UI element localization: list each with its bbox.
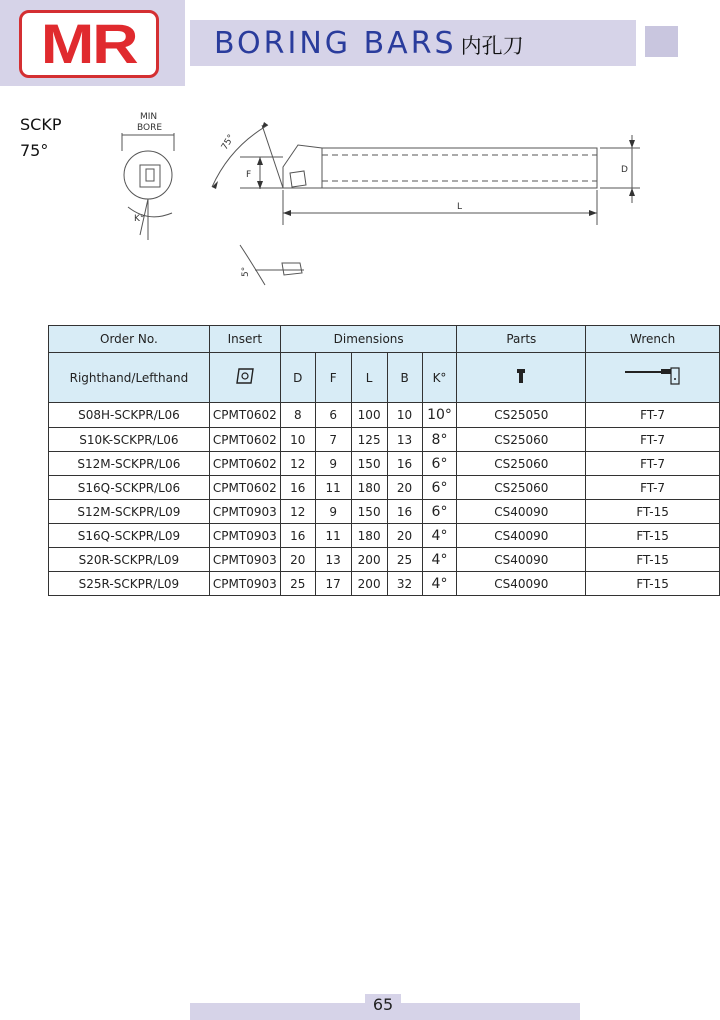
cell-b: 16 <box>387 500 422 524</box>
insert-icon-cell <box>209 353 280 403</box>
cell-b: 20 <box>387 524 422 548</box>
cell-k: 8° <box>422 428 457 452</box>
header-b: B <box>387 353 422 403</box>
cell-wrench: FT-7 <box>586 403 720 428</box>
cell-parts: CS25060 <box>457 452 586 476</box>
cell-wrench: FT-15 <box>586 500 720 524</box>
title-square-decoration <box>645 26 678 57</box>
k-angle-label: K° <box>134 214 145 224</box>
min-bore-label-2: BORE <box>137 123 163 133</box>
cell-f: 6 <box>315 403 351 428</box>
page-number: 65 <box>365 994 401 1020</box>
header-hand: Righthand/Lefthand <box>49 353 210 403</box>
cell-wrench: FT-15 <box>586 524 720 548</box>
page-title: BORING BARS 内孔刀 <box>214 25 524 61</box>
table-row <box>49 403 720 428</box>
lead-angle-label: 75° <box>219 133 237 152</box>
wrench-icon-cell <box>586 353 720 403</box>
cell-parts: CS40090 <box>457 500 586 524</box>
l-dimension-label: L <box>457 202 463 212</box>
cell-d: 16 <box>280 524 315 548</box>
cell-insert: CPMT0903 <box>209 524 280 548</box>
cell-order: S16Q-SCKPR/L06 <box>49 476 210 500</box>
header-f: F <box>315 353 351 403</box>
cell-d: 16 <box>280 476 315 500</box>
min-bore-circle <box>124 151 172 199</box>
cell-parts: CS25060 <box>457 476 586 500</box>
cell-f: 9 <box>315 500 351 524</box>
screw-icon <box>515 368 527 384</box>
header-l: L <box>351 353 387 403</box>
cell-insert: CPMT0602 <box>209 428 280 452</box>
f-dimension-label: F <box>246 170 252 180</box>
cell-b: 20 <box>387 476 422 500</box>
cell-insert: CPMT0903 <box>209 572 280 596</box>
title-bar <box>190 20 636 66</box>
cell-d: 10 <box>280 428 315 452</box>
logo-text: MR <box>41 12 137 75</box>
model-code: SCKP <box>20 115 62 134</box>
cell-wrench: FT-7 <box>586 428 720 452</box>
cell-l: 150 <box>351 452 387 476</box>
cell-k: 4° <box>422 524 457 548</box>
cell-d: 8 <box>280 403 315 428</box>
header-insert: Insert <box>209 326 280 353</box>
cell-wrench: FT-15 <box>586 572 720 596</box>
cell-parts: CS40090 <box>457 524 586 548</box>
cell-order: S16Q-SCKPR/L09 <box>49 524 210 548</box>
cell-l: 180 <box>351 476 387 500</box>
cell-order: S20R-SCKPR/L09 <box>49 548 210 572</box>
cell-f: 11 <box>315 524 351 548</box>
cell-f: 11 <box>315 476 351 500</box>
cell-d: 12 <box>280 452 315 476</box>
cell-wrench: FT-7 <box>586 452 720 476</box>
cell-order: S08H-SCKPR/L06 <box>49 403 210 428</box>
cell-d: 25 <box>280 572 315 596</box>
table-row <box>49 548 720 572</box>
d-dimension-label: D <box>621 165 628 175</box>
header-order-no: Order No. <box>49 326 210 353</box>
cell-b: 32 <box>387 572 422 596</box>
cell-k: 4° <box>422 548 457 572</box>
cell-k: 6° <box>422 476 457 500</box>
insert-icon <box>235 367 255 385</box>
cell-parts: CS25060 <box>457 428 586 452</box>
rake-angle-label: 5° <box>241 266 251 277</box>
header-parts: Parts <box>457 326 586 353</box>
spec-table-body <box>49 403 720 596</box>
cell-insert: CPMT0903 <box>209 548 280 572</box>
table-row <box>49 572 720 596</box>
header-k: K° <box>422 353 457 403</box>
cell-k: 6° <box>422 452 457 476</box>
cell-l: 150 <box>351 500 387 524</box>
cell-parts: CS25050 <box>457 403 586 428</box>
cell-l: 200 <box>351 548 387 572</box>
tool-drawing <box>0 95 720 295</box>
cell-f: 13 <box>315 548 351 572</box>
table-row <box>49 428 720 452</box>
cell-insert: CPMT0602 <box>209 403 280 428</box>
cell-k: 10° <box>422 403 457 428</box>
parts-icon-cell <box>457 353 586 403</box>
cell-l: 100 <box>351 403 387 428</box>
cell-b: 10 <box>387 403 422 428</box>
cell-f: 17 <box>315 572 351 596</box>
brand-logo <box>19 10 159 78</box>
table-row <box>49 476 720 500</box>
cell-l: 200 <box>351 572 387 596</box>
cell-b: 25 <box>387 548 422 572</box>
cell-d: 20 <box>280 548 315 572</box>
cell-l: 125 <box>351 428 387 452</box>
cell-d: 12 <box>280 500 315 524</box>
cell-b: 13 <box>387 428 422 452</box>
min-bore-label-1: MIN <box>140 112 158 122</box>
cell-l: 180 <box>351 524 387 548</box>
page-title-cn: 内孔刀 <box>460 33 524 58</box>
cell-b: 16 <box>387 452 422 476</box>
cell-parts: CS40090 <box>457 572 586 596</box>
cell-wrench: FT-7 <box>586 476 720 500</box>
table-row <box>49 452 720 476</box>
cell-insert: CPMT0602 <box>209 452 280 476</box>
cell-k: 4° <box>422 572 457 596</box>
table-row <box>49 524 720 548</box>
cell-f: 9 <box>315 452 351 476</box>
header-d: D <box>280 353 315 403</box>
cell-order: S12M-SCKPR/L09 <box>49 500 210 524</box>
cell-order: S25R-SCKPR/L09 <box>49 572 210 596</box>
cell-insert: CPMT0602 <box>209 476 280 500</box>
cell-insert: CPMT0903 <box>209 500 280 524</box>
cell-order: S10K-SCKPR/L06 <box>49 428 210 452</box>
header-dimensions: Dimensions <box>280 326 457 353</box>
cell-wrench: FT-15 <box>586 548 720 572</box>
model-angle: 75° <box>20 141 49 160</box>
header-wrench: Wrench <box>586 326 720 353</box>
cell-f: 7 <box>315 428 351 452</box>
wrench-icon <box>623 366 683 386</box>
spec-table <box>48 325 720 596</box>
cell-parts: CS40090 <box>457 548 586 572</box>
cell-order: S12M-SCKPR/L06 <box>49 452 210 476</box>
cell-k: 6° <box>422 500 457 524</box>
table-row <box>49 500 720 524</box>
